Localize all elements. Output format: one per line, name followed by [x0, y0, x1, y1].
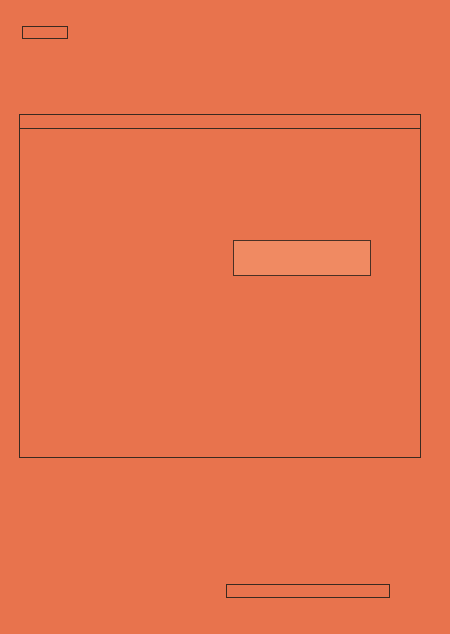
weekday-header-row [20, 115, 420, 129]
household-count-tag [22, 26, 68, 39]
footer-organization [226, 584, 390, 598]
calendar-legend [157, 301, 163, 371]
calendar-grid [19, 114, 421, 458]
winter-closed-notice [233, 240, 371, 276]
